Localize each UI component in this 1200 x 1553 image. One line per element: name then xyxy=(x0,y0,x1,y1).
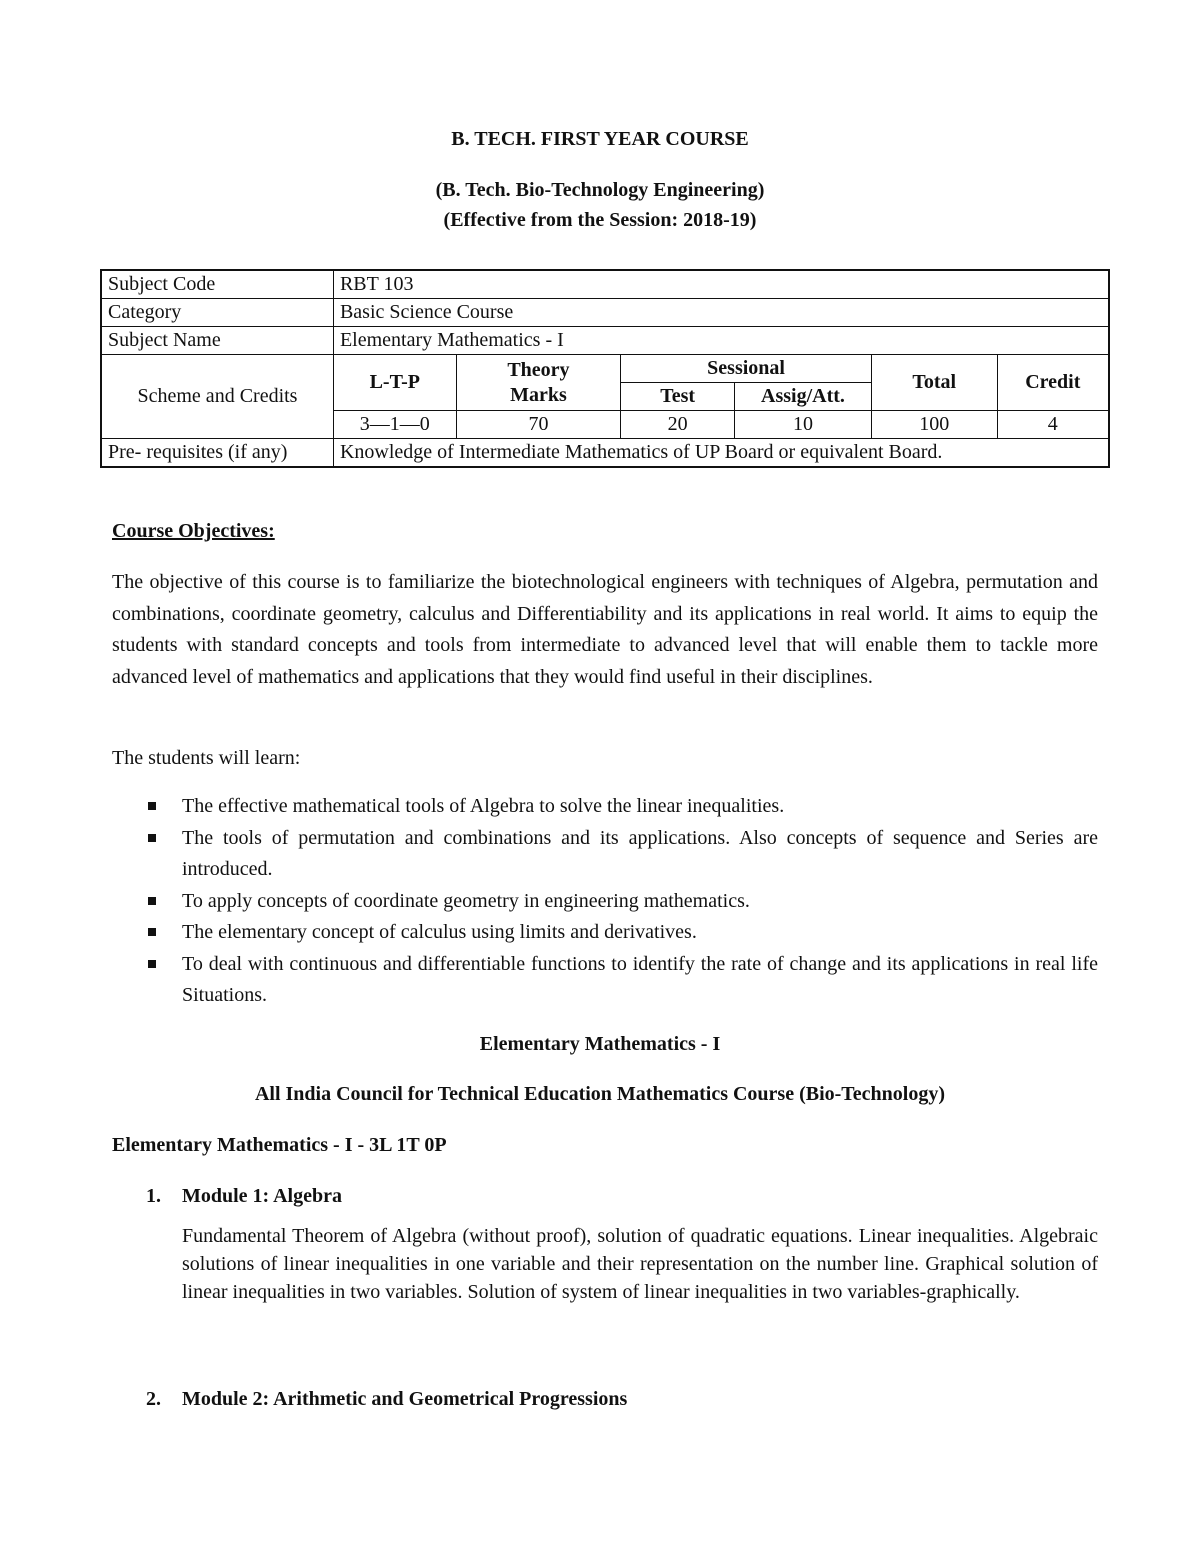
objectives-paragraph: The objective of this course is to familiarize the biotechnological engineers with techniques of Algebra, permutation and combinations, coordinate geometry, calculus and Differentiability and its applications in real world. It aims to equip the students with standard concepts and tools from intermediate to advanced level that will enable them to tackle more advanced level of mathematics and applications that they would find useful in their disciplines. xyxy=(112,571,1098,688)
subject-code-label: Subject Code xyxy=(101,270,333,299)
credit-header: Credit xyxy=(997,355,1109,411)
course-info-table xyxy=(100,269,1110,468)
square-bullet-icon xyxy=(148,802,156,810)
list-item: The effective mathematical tools of Algebra to solve the linear inequalities. xyxy=(112,791,1098,823)
marks-label: Marks xyxy=(510,383,567,406)
council-title: All India Council for Technical Education Mathematics Course (Bio-Technology) xyxy=(254,1083,946,1105)
total-value: 100 xyxy=(871,411,997,439)
square-bullet-icon xyxy=(148,960,156,968)
list-item: To deal with continuous and differentiable functions to identify the rate of change and its applications in real life Situations. xyxy=(112,949,1098,1012)
table-row xyxy=(101,270,1109,299)
category-label: Category xyxy=(101,299,333,327)
table-row xyxy=(101,299,1109,327)
subject-name-label: Subject Name xyxy=(101,327,333,355)
scheme-label: Scheme and Credits xyxy=(101,355,333,439)
program-subtitle: (B. Tech. Bio-Technology Engineering) xyxy=(435,179,765,201)
module-number: 1. xyxy=(146,1185,161,1207)
category-value: Basic Science Course xyxy=(333,299,1109,327)
sessional-header: Sessional xyxy=(621,355,872,383)
list-item: The tools of permutation and combinations and its applications. Also concepts of sequence and Series are introduced. xyxy=(112,823,1098,886)
ltp-value: 3—1—0 xyxy=(333,411,456,439)
table-row xyxy=(101,439,1109,468)
module-number: 2. xyxy=(146,1388,161,1410)
section-title: Elementary Mathematics - I xyxy=(479,1033,721,1055)
learning-outcomes-list xyxy=(112,791,1098,1012)
module-title: Module 2: Arithmetic and Geometrical Progressions xyxy=(182,1388,628,1410)
course-code-heading: Elementary Mathematics - I - 3L 1T 0P xyxy=(112,1134,447,1156)
credit-value: 4 xyxy=(997,411,1109,439)
ltp-header: L-T-P xyxy=(333,355,456,411)
subject-name-value: Elementary Mathematics - I xyxy=(333,327,1109,355)
session-subtitle: (Effective from the Session: 2018-19) xyxy=(443,209,757,231)
test-value: 20 xyxy=(621,411,735,439)
theory-marks-value: 70 xyxy=(456,411,621,439)
theory-label: Theory xyxy=(507,358,570,381)
prereq-label: Pre- requisites (if any) xyxy=(101,439,333,468)
theory-marks-header xyxy=(456,355,621,411)
square-bullet-icon xyxy=(148,928,156,936)
list-item: The elementary concept of calculus using limits and derivatives. xyxy=(112,917,1098,949)
document-title: B. TECH. FIRST YEAR COURSE xyxy=(451,128,749,150)
assig-header: Assig/Att. xyxy=(735,383,872,411)
list-item: To apply concepts of coordinate geometry in engineering mathematics. xyxy=(112,886,1098,918)
table-row xyxy=(101,327,1109,355)
objectives-heading: Course Objectives: xyxy=(112,520,275,542)
subject-code-value: RBT 103 xyxy=(333,270,1109,299)
learn-intro: The students will learn: xyxy=(112,747,301,769)
module-1-description: Fundamental Theorem of Algebra (without proof), solution of quadratic equations. Linear inequalities. Algebraic solutions of linear inequalities in one variable and their representation on the number line. Graphical solution of linear inequalities in two variables. Solution of system of linear inequalities in two variables-graphically. xyxy=(182,1225,1098,1303)
square-bullet-icon xyxy=(148,834,156,842)
test-header: Test xyxy=(621,383,735,411)
total-header: Total xyxy=(871,355,997,411)
prereq-value: Knowledge of Intermediate Mathematics of UP Board or equivalent Board. xyxy=(333,439,1109,468)
square-bullet-icon xyxy=(148,897,156,905)
assig-value: 10 xyxy=(735,411,872,439)
table-row xyxy=(101,355,1109,383)
module-title: Module 1: Algebra xyxy=(182,1185,342,1207)
